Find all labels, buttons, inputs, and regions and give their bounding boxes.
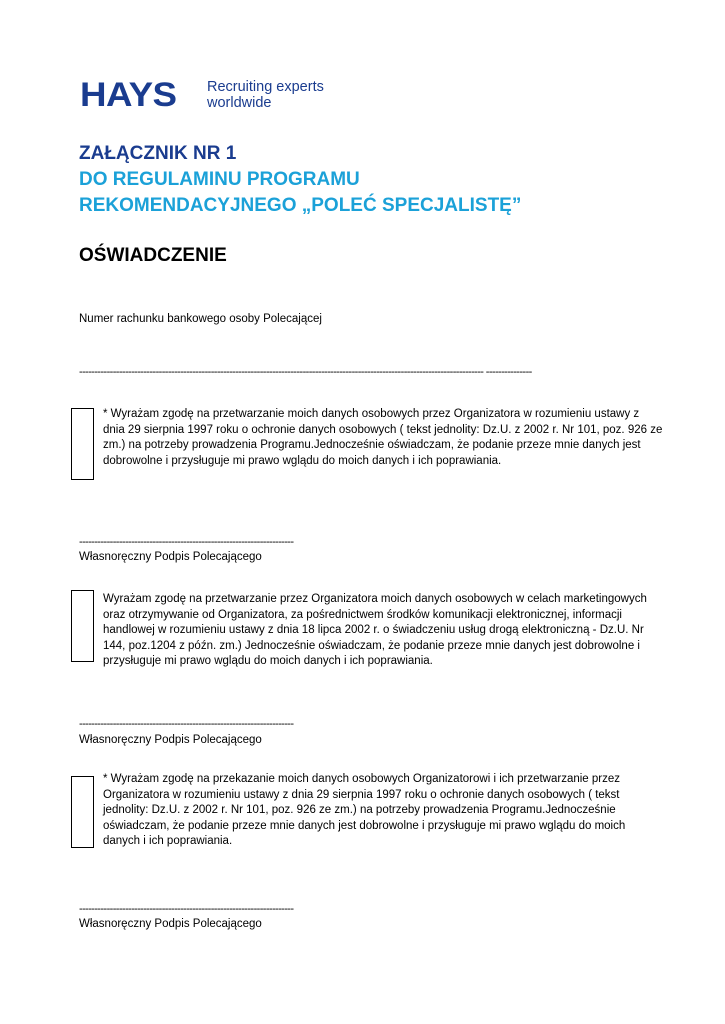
signature-label-3: Własnoręczny Podpis Polecającego [79,918,262,930]
bank-account-label: Numer rachunku bankowego osoby Polecającej [79,313,322,325]
consent-checkbox-1[interactable] [71,408,94,480]
signature-line-1[interactable]: ---------------------------------------------------------------------- [79,536,294,548]
logo-tagline [207,79,324,111]
signature-label-2: Własnoręczny Podpis Polecającego [79,734,262,746]
logo-wordmark: HAYS [80,76,177,114]
consent-checkbox-2[interactable] [71,590,94,662]
statement-heading: OŚWIADCZENIE [79,245,227,266]
logo-tagline-line1: Recruiting experts [207,79,324,95]
document-title-line2: DO REGULAMINU PROGRAMU [79,169,360,190]
logo-tagline-line2: worldwide [207,95,272,111]
bank-account-field[interactable]: ------------------------------------------------------------------------------------------------------------------------------------ --------------- [79,366,532,378]
hays-logo [80,76,177,114]
signature-line-2[interactable]: ---------------------------------------------------------------------- [79,718,294,730]
consent-text-2: Wyrażam zgodę na przetwarzanie przez Organizatora moich danych osobowych w celach marketingowych oraz otrzymywanie od Organizatora, za pośrednictwem środków komunikacji elektronicznej, informacji handlowej w rozumieniu ustawy z dnia 18 lipca 2002 r. o świadczeniu usług drogą elektroniczną - Dz.U. Nr 144, poz.1204 z późn. zm.) Jednocześnie oświadczam, że podanie przeze mnie danych jest dobrowolne i przysługuje mi prawo wglądu do moich danych i ich poprawiania. [103,593,647,668]
consent-text-3: * Wyrażam zgodę na przekazanie moich danych osobowych Organizatorowi i ich przetwarzanie przez Organizatora w rozumieniu ustawy z dnia 29 sierpnia 1997 roku o ochronie danych osobowych ( tekst jednolity: Dz.U. z 2002 r. Nr 101, poz. 926 ze zm.) na potrzeby prowadzenia Programu.Jednocześnie oświadczam, że podanie przeze mnie danych jest dobrowolne i przysługuje mi prawo wglądu do moich danych i ich poprawiania. [103,773,626,848]
document-title-line3: REKOMENDACYJNEGO „POLEĆ SPECJALISTĘ” [79,195,522,216]
document-title-line1: ZAŁĄCZNIK NR 1 [79,143,237,164]
signature-label-1: Własnoręczny Podpis Polecającego [79,551,262,563]
consent-checkbox-3[interactable] [71,776,94,848]
consent-text-1: * Wyrażam zgodę na przetwarzanie moich danych osobowych przez Organizatora w rozumieniu ustawy z dnia 29 sierpnia 1997 roku o ochronie danych osobowych ( tekst jednolity: Dz.U. z 2002 r. Nr 101, poz. 926 ze zm.) na potrzeby prowadzenia Programu.Jednocześnie oświadczam, że podanie przeze mnie danych jest dobrowolne i przysługuje mi prawo wglądu do moich danych i ich poprawiania. [103,408,663,467]
signature-line-3[interactable]: ---------------------------------------------------------------------- [79,903,294,915]
